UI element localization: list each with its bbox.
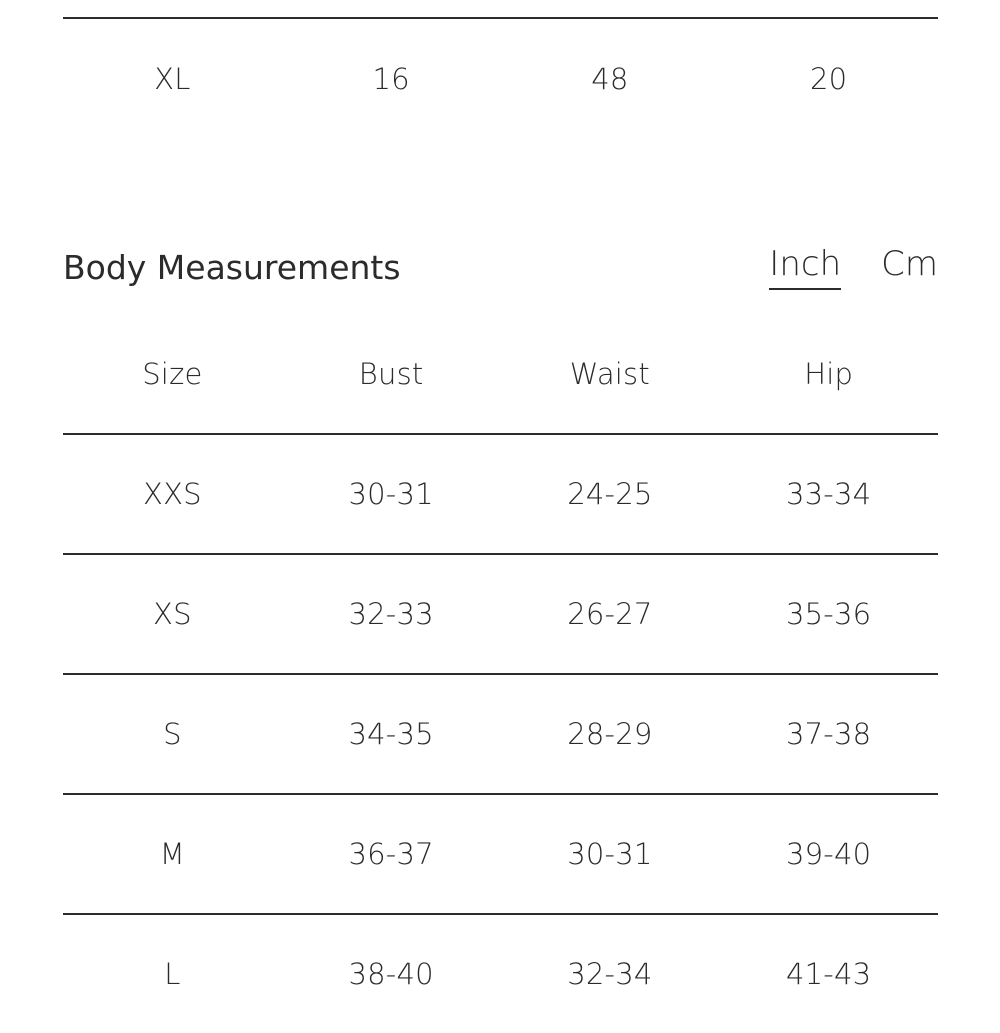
table-row (63, 915, 938, 1033)
bust-cell: 32-33 (348, 597, 434, 631)
unit-toggle (769, 244, 938, 290)
table-row (63, 555, 938, 673)
waist-cell: 30-31 (567, 837, 653, 871)
size-cell: XL (154, 62, 191, 96)
bust-cell: 30-31 (348, 477, 434, 511)
table-divider (63, 17, 938, 19)
hip-cell: 39-40 (785, 837, 872, 871)
table-header-row (63, 315, 938, 433)
section-title: Body Measurements (63, 248, 401, 287)
bust-cell: 34-35 (348, 717, 434, 751)
size-cell: XS (153, 597, 192, 631)
column-header-size: Size (142, 357, 203, 391)
table-row (63, 795, 938, 913)
waist-cell: 32-34 (567, 957, 653, 991)
value-cell: 16 (372, 62, 410, 96)
hip-cell: 37-38 (785, 717, 872, 751)
size-cell: L (164, 957, 181, 991)
waist-cell: 24-25 (567, 477, 653, 511)
bust-cell: 36-37 (348, 837, 434, 871)
table-row (63, 675, 938, 793)
body-measurements-table (63, 433, 938, 1033)
unit-inch-tab[interactable]: Inch (769, 244, 841, 290)
column-header-waist: Waist (569, 357, 650, 391)
hip-cell: 41-43 (785, 957, 872, 991)
table-row (63, 435, 938, 553)
unit-cm-tab[interactable]: Cm (881, 244, 938, 284)
hip-cell: 33-34 (785, 477, 872, 511)
value-cell: 48 (591, 62, 629, 96)
column-header-bust: Bust (358, 357, 424, 391)
body-measurements-header (63, 238, 938, 300)
table-row (63, 20, 938, 138)
size-cell: XXS (143, 477, 202, 511)
size-cell: S (163, 717, 182, 751)
hip-cell: 35-36 (785, 597, 872, 631)
bust-cell: 38-40 (348, 957, 434, 991)
size-cell: M (159, 837, 185, 871)
value-cell: 20 (809, 62, 848, 96)
column-header-hip: Hip (804, 357, 854, 391)
waist-cell: 28-29 (567, 717, 653, 751)
waist-cell: 26-27 (567, 597, 653, 631)
